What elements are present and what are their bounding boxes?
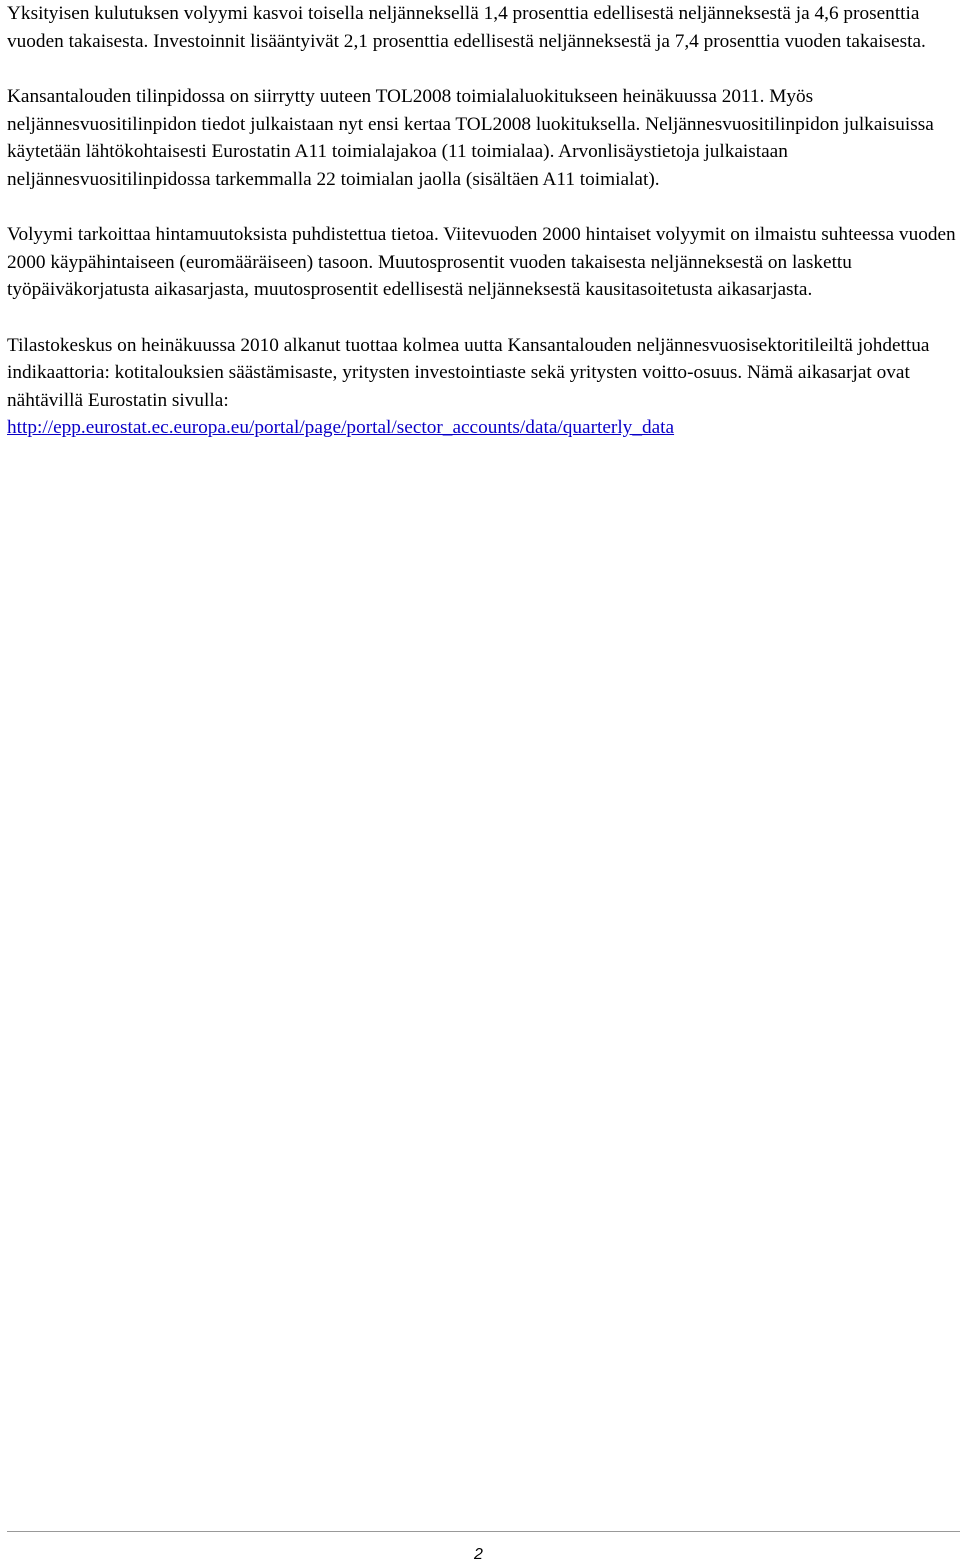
- document-body: [7, 0, 960, 470]
- paragraph-indicators: [7, 332, 960, 442]
- page-number: 2: [474, 1546, 483, 1563]
- eurostat-link[interactable]: http://epp.eurostat.ec.europa.eu/portal/page/portal/sector_accounts/data/quarterly_data: [7, 417, 675, 438]
- paragraph-consumption: Yksityisen kulutuksen volyymi kasvoi toisella neljänneksellä 1,4 prosenttia edellisestä neljänneksestä ja 4,6 prosenttia vuoden takaisesta. Investoinnit lisääntyivät 2,1 prosenttia edellisestä neljänneksestä ja 7,4 prosenttia vuoden takaisesta.: [7, 3, 926, 52]
- footer-divider: [7, 1531, 960, 1532]
- paragraph-volume-definition: Volyymi tarkoittaa hintamuutoksista puhdistettua tietoa. Viitevuoden 2000 hintaiset volyymit on ilmaistu suhteessa vuoden 2000 käypähintaiseen (euromääräiseen) tasoon. Muutosprosentit vuoden takaisesta neljänneksestä on laskettu työpäiväkorjatusta aikasarjasta, muutosprosentit edellisestä neljänneksestä kausitasoitetusta aikasarjasta.: [7, 224, 956, 300]
- paragraph-indicators-text: Tilastokeskus on heinäkuussa 2010 alkanut tuottaa kolmea uutta Kansantalouden neljännesvuosisektoritileiltä johdettua indikaattoria: kotitalouksien säästämisaste, yritysten investointiaste sekä yritysten voitto-osuus. Nämä aikasarjat ovat nähtävillä Eurostatin sivulla:: [7, 334, 930, 411]
- paragraph-classification: Kansantalouden tilinpidossa on siirrytty uuteen TOL2008 toimialaluokitukseen heinäkuussa 2011. Myös neljännesvuositilinpidon tiedot julkaistaan nyt ensi kertaa TOL2008 luokituksella. Neljännesvuositilinpidon julkaisuissa käytetään lähtökohtaisesti Eurostatin A11 toimialajakoa (11 toimialaa). Arvonlisäystietoja julkaistaan neljännesvuositilinpidossa tarkemmalla 22 toimialan jaolla (sisältäen A11 toimialat).: [7, 86, 934, 190]
